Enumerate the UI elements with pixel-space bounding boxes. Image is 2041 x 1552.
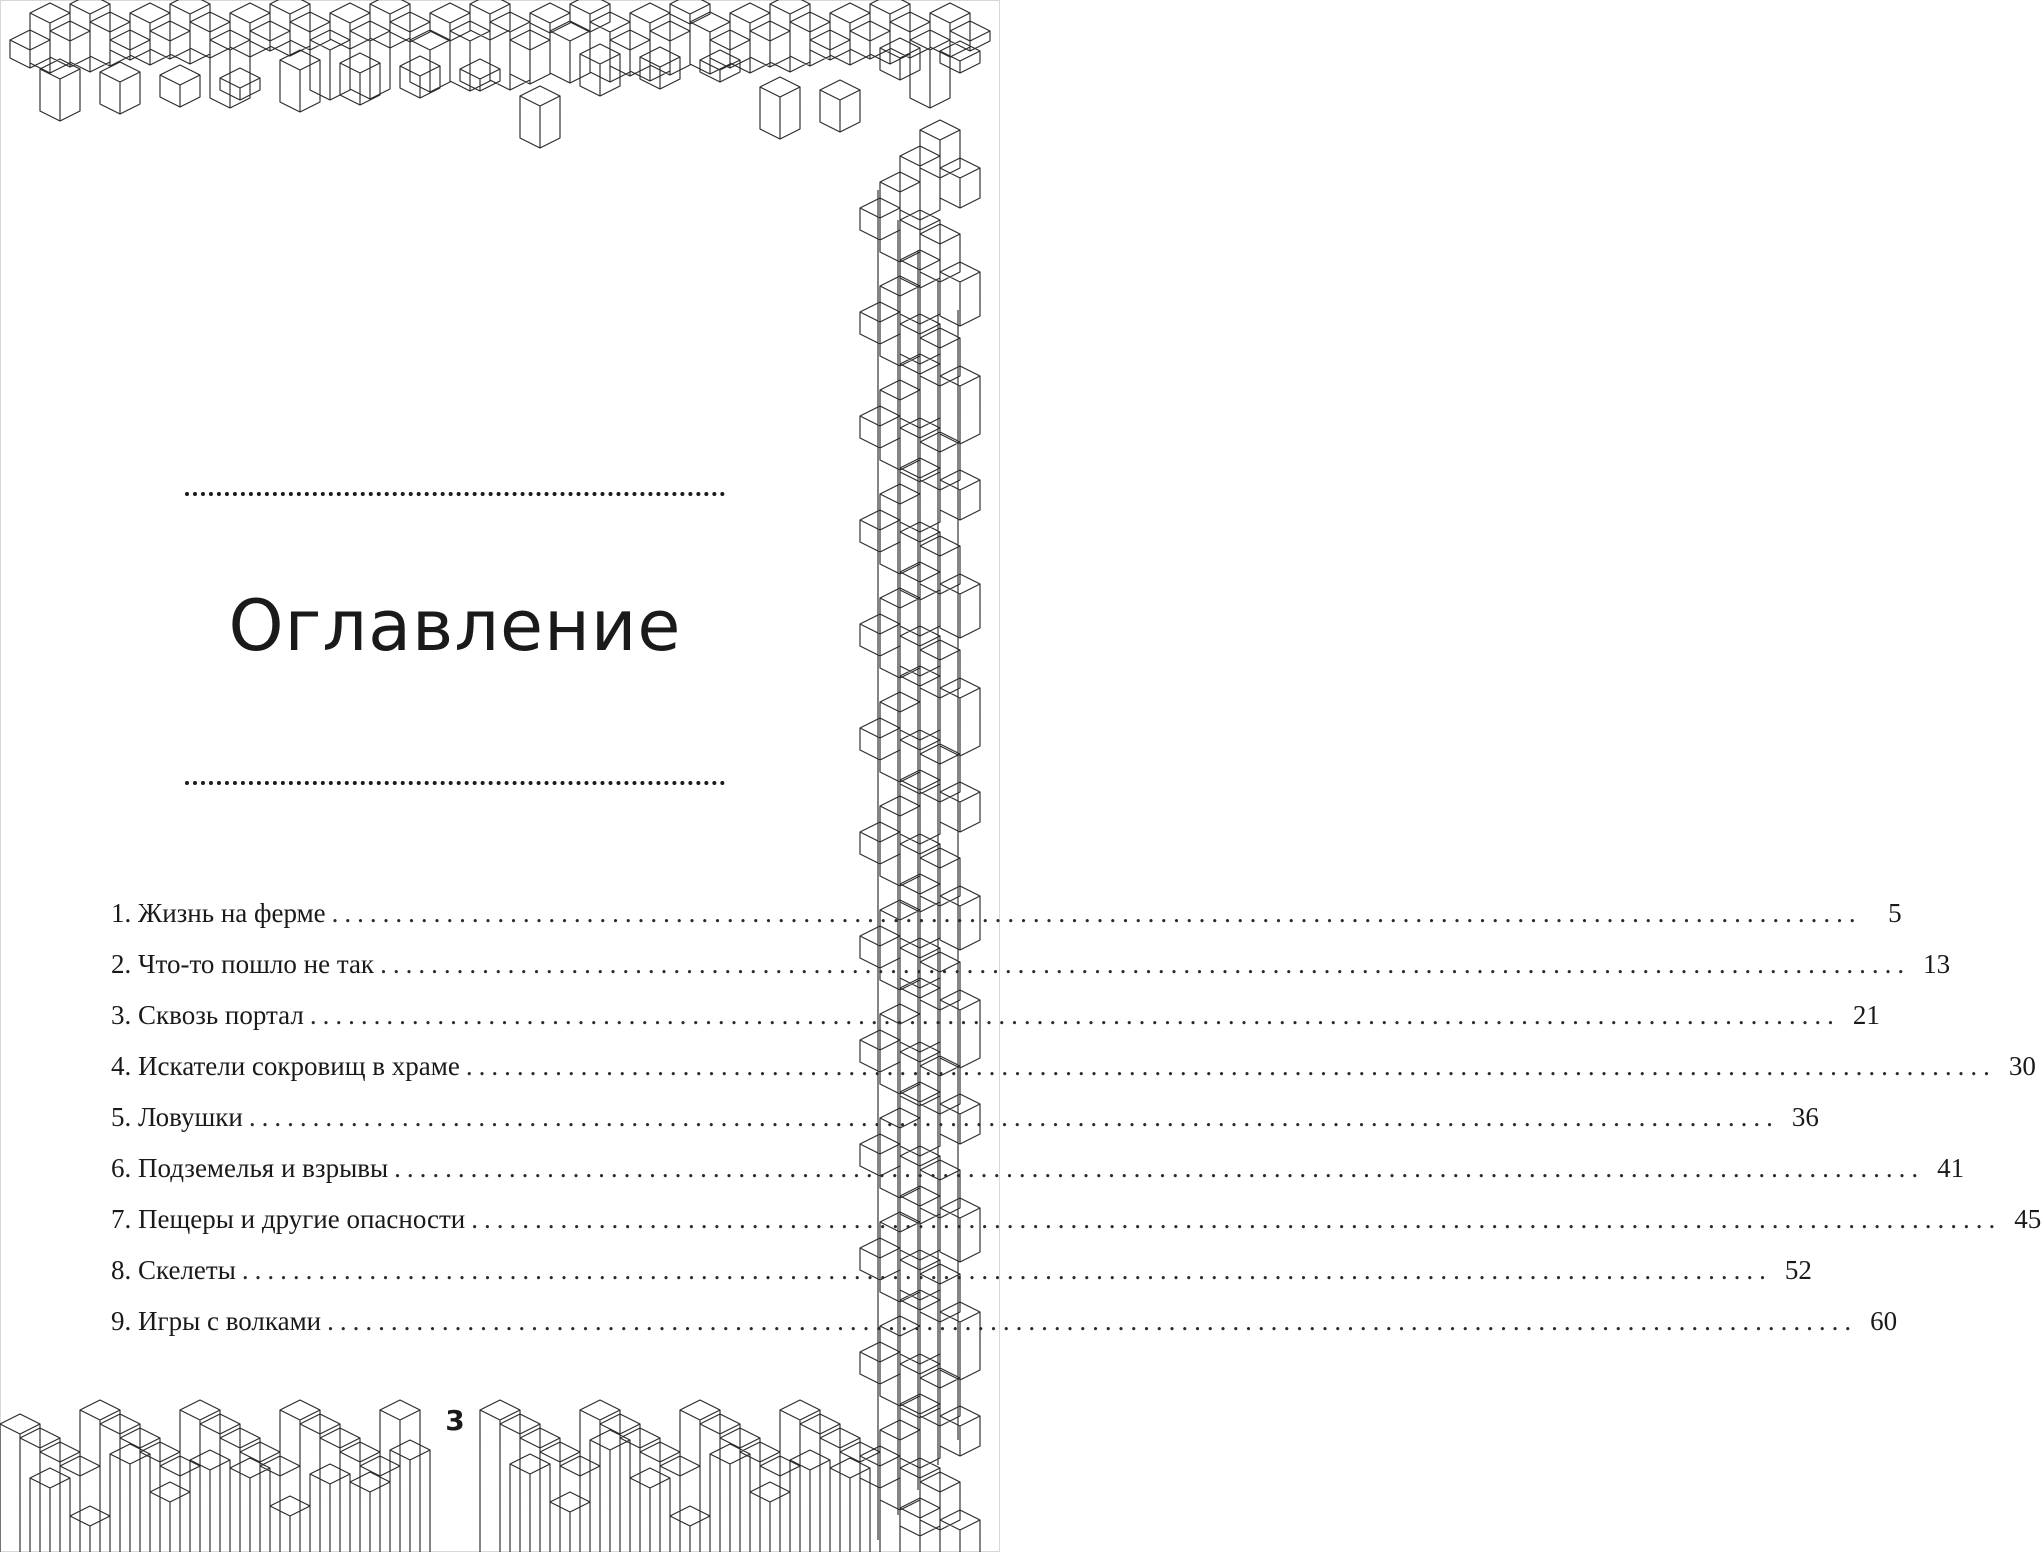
toc-entry[interactable] (111, 944, 1951, 995)
toc-entry-page: 13 (1923, 949, 1951, 979)
toc-entry-page: 41 (1937, 1153, 1965, 1183)
toc-dot-leader: ........................................................................................................................ (394, 1153, 1925, 1183)
toc-entry[interactable] (111, 995, 1880, 1046)
toc-entry[interactable] (111, 1097, 1819, 1148)
toc-dot-leader: ........................................................................................................................ (465, 1051, 1996, 1081)
toc-entry-title: 6. Подземелья и взрывы (111, 1153, 389, 1183)
page-title: Оглавление (228, 585, 682, 667)
toc-dot-leader: ........................................................................................................................ (380, 949, 1911, 979)
dotted-rule-top (185, 492, 725, 496)
toc-dot-leader: ........................................................................................................................ (248, 1102, 1779, 1132)
toc-dot-leader: ........................................................................................................................ (309, 1000, 1840, 1030)
toc-entry[interactable] (111, 1250, 1812, 1301)
toc-entry[interactable] (111, 1046, 2036, 1097)
toc-entry-title: 8. Скелеты (111, 1255, 236, 1285)
table-of-contents (111, 893, 2041, 1352)
toc-entry-title: 3. Сквозь портал (111, 1000, 304, 1030)
toc-entry-title: 9. Игры с волками (111, 1306, 322, 1336)
toc-entry-page: 5 (1888, 898, 1902, 928)
toc-entry-title: 4. Искатели сокровищ в храме (111, 1051, 460, 1081)
toc-entry-page: 30 (2008, 1051, 2036, 1081)
toc-entry-page: 45 (2014, 1204, 2041, 1234)
toc-entry-page: 36 (1791, 1102, 1819, 1132)
toc-entry[interactable] (111, 1301, 1898, 1352)
toc-entry-title: 5. Ловушки (111, 1102, 243, 1132)
toc-dot-leader: ........................................................................................................................ (471, 1204, 2002, 1234)
dotted-rule-bottom (185, 781, 725, 785)
toc-entry-title: 1. Жизнь на ферме (111, 898, 326, 928)
toc-entry-page: 60 (1870, 1306, 1898, 1336)
toc-entry-page: 52 (1784, 1255, 1812, 1285)
toc-entry-title: 7. Пещеры и другие опасности (111, 1204, 466, 1234)
page-number: 3 (445, 1404, 465, 1437)
toc-entry[interactable] (111, 1148, 1965, 1199)
toc-entry-title: 2. Что-то пошло не так (111, 949, 375, 979)
toc-entry[interactable] (111, 893, 1902, 944)
toc-entry[interactable] (111, 1199, 2041, 1250)
toc-dot-leader: ........................................................................................................................ (331, 898, 1862, 928)
toc-dot-leader: ........................................................................................................................ (241, 1255, 1772, 1285)
toc-entry-page: 21 (1852, 1000, 1880, 1030)
toc-dot-leader: ........................................................................................................................ (327, 1306, 1858, 1336)
